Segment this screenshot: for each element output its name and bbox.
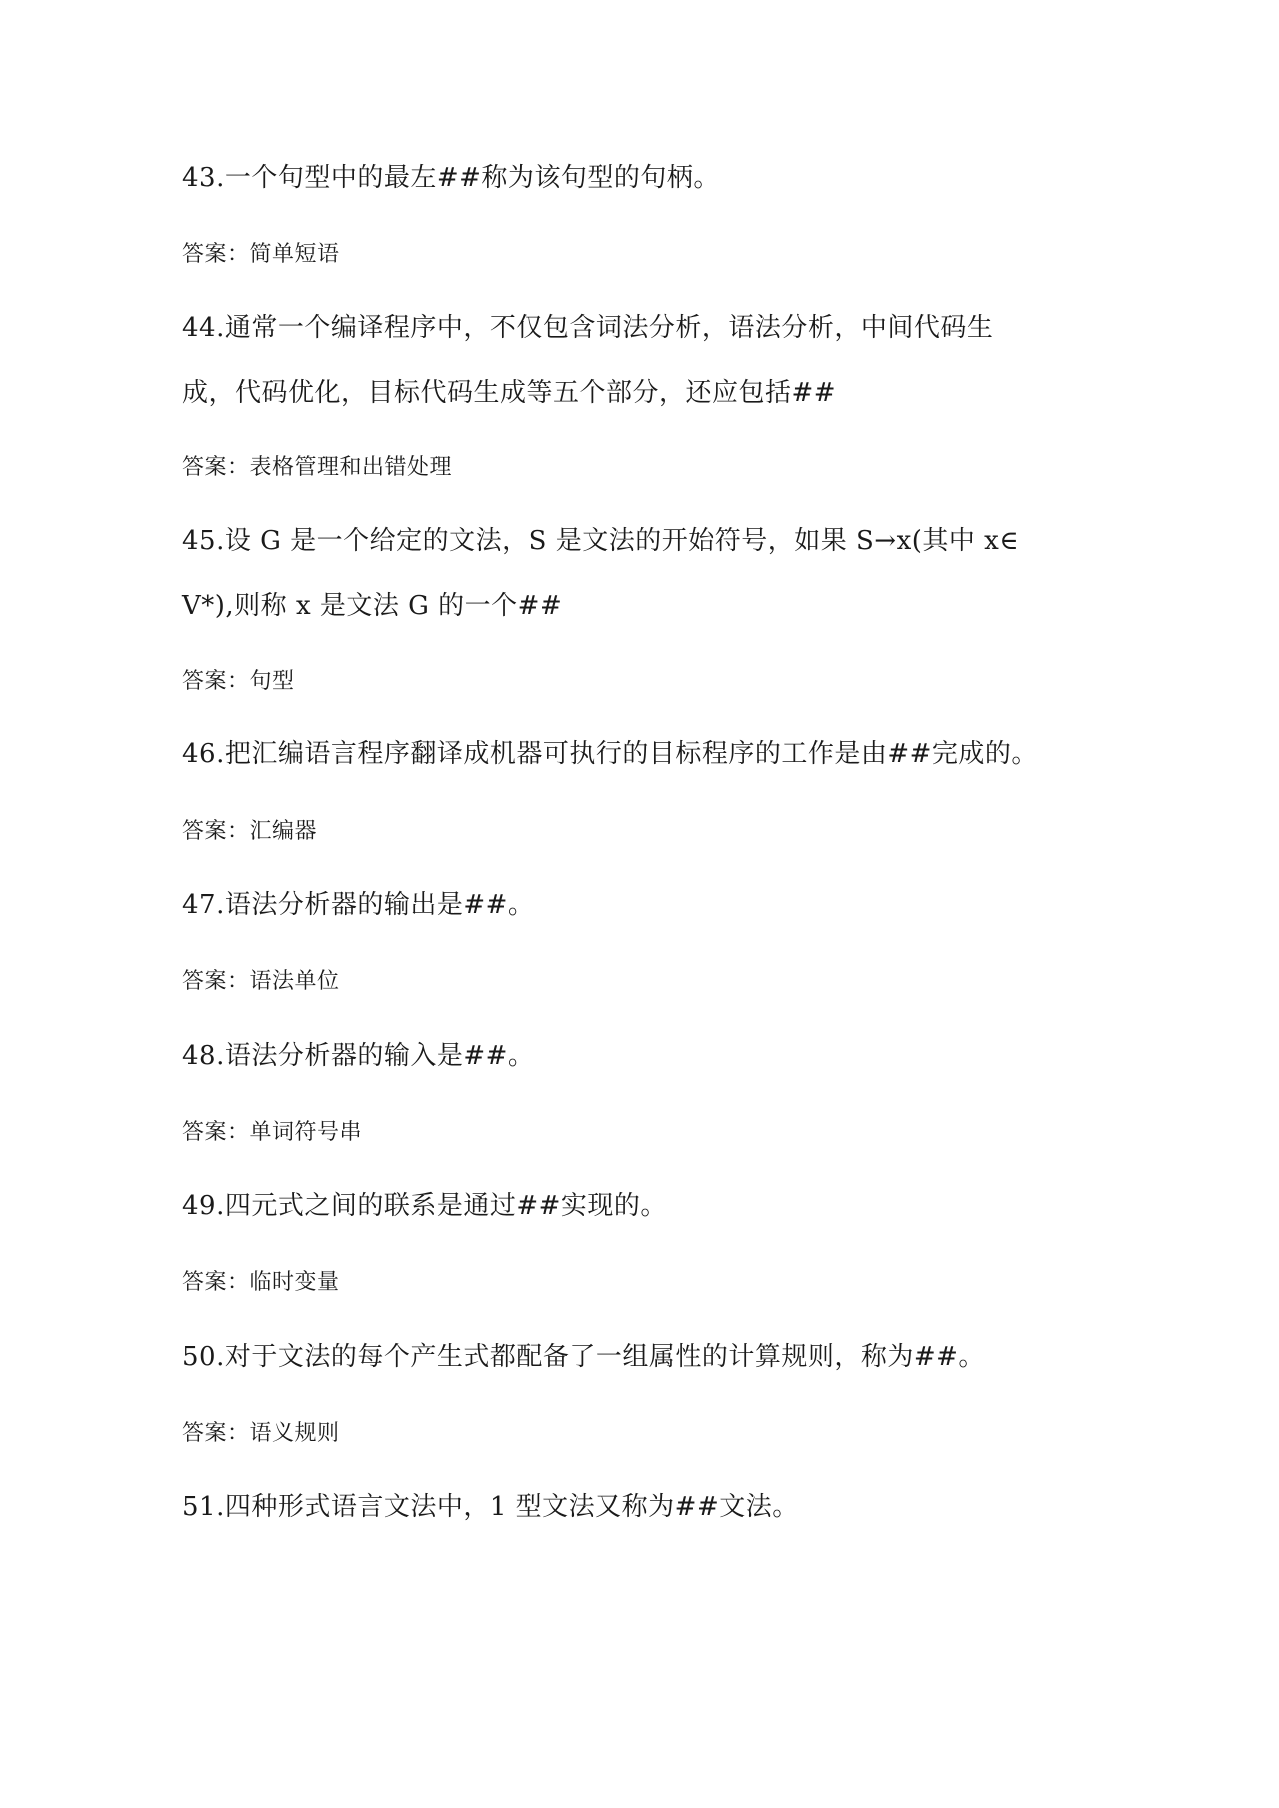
question-44-line-1: 44.通常一个编译程序中，不仅包含词法分析，语法分析，中间代码生 xyxy=(182,313,994,343)
question-45-line-2: V*),则称 x 是文法 G 的一个## xyxy=(182,591,563,621)
answer-45: 答案：句型 xyxy=(182,669,295,694)
answer-43: 答案：简单短语 xyxy=(182,242,340,267)
answer-49: 答案：临时变量 xyxy=(182,1270,340,1295)
question-51: 51.四种形式语言文法中，1 型文法又称为##文法。 xyxy=(182,1492,799,1522)
question-47: 47.语法分析器的输出是##。 xyxy=(182,890,535,920)
question-49: 49.四元式之间的联系是通过##实现的。 xyxy=(182,1191,667,1221)
question-43: 43.一个句型中的最左##称为该句型的句柄。 xyxy=(182,163,720,193)
answer-47: 答案：语法单位 xyxy=(182,969,340,994)
question-46: 46.把汇编语言程序翻译成机器可执行的目标程序的工作是由##完成的。 xyxy=(182,739,1038,769)
question-48: 48.语法分析器的输入是##。 xyxy=(182,1041,535,1071)
answer-46: 答案：汇编器 xyxy=(182,819,318,844)
question-44-line-2: 成，代码优化，目标代码生成等五个部分，还应包括## xyxy=(182,378,837,408)
question-50: 50.对于文法的每个产生式都配备了一组属性的计算规则，称为##。 xyxy=(182,1342,985,1372)
answer-44: 答案：表格管理和出错处理 xyxy=(182,455,453,480)
answer-50: 答案：语义规则 xyxy=(182,1421,340,1446)
question-45-line-1: 45.设 G 是一个给定的文法，S 是文法的开始符号，如果 S→x(其中 x∈ xyxy=(182,526,1020,556)
answer-48: 答案：单词符号串 xyxy=(182,1120,363,1145)
